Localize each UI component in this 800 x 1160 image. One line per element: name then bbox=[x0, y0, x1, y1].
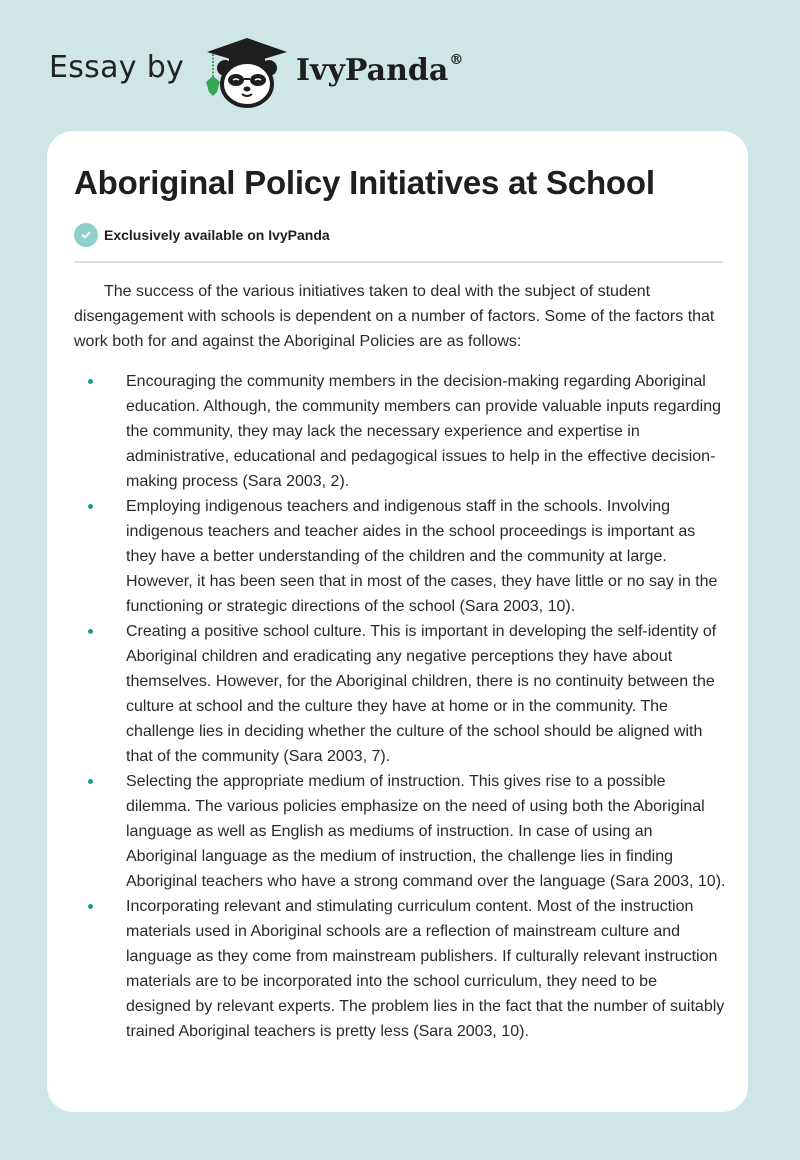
list-item bbox=[74, 894, 726, 1044]
list-item bbox=[74, 369, 726, 494]
list-item-text: Selecting the appropriate medium of instruction. This gives rise to a possible dilemma. The various policies emphasize on the need of using both the Aboriginal language as well as English as mediums of instruction. In case of using an Aboriginal language as the medium of instruction, the challenge lies in finding Aboriginal teachers who have a strong command over the language (Sara 2003, 10). bbox=[126, 773, 726, 890]
registered-mark: ® bbox=[449, 52, 464, 68]
ivypanda-logo[interactable] bbox=[203, 36, 291, 108]
bullet-icon bbox=[88, 629, 93, 634]
list-item bbox=[74, 769, 726, 894]
list-item bbox=[74, 494, 726, 619]
exclusive-badge bbox=[74, 223, 330, 247]
list-item-text: Creating a positive school culture. This is important in developing the self-identity of Aboriginal children and eradicating any negative perceptions they have about themselves. However, for the Aboriginal children, there is no continuity between the culture at school and the culture they have at home or in the community. The challenge lies in deciding whether the culture of the school should be aligned with that of the community (Sara 2003, 7). bbox=[126, 623, 717, 765]
checkmark-icon bbox=[74, 223, 98, 247]
essay-by-label: Essay by bbox=[49, 50, 185, 85]
bullet-icon bbox=[88, 504, 93, 509]
bullet-icon bbox=[88, 779, 93, 784]
intro-paragraph: The success of the various initiatives taken to deal with the subject of student disengagement with schools is dependent on a number of factors. Some of the factors that work both for and against the Aboriginal Policies are as follows: bbox=[74, 283, 715, 350]
brand-name[interactable]: IvyPanda® bbox=[296, 52, 464, 88]
factors-list bbox=[74, 369, 726, 1044]
list-item-text: Encouraging the community members in the decision-making regarding Aboriginal education. Although, the community members can provide valuable inputs regarding the community, they may lack the necessary experience and expertise in administrative, educational and pedagogical issues to help in the effective decision-making process (Sara 2003, 2). bbox=[126, 373, 722, 490]
divider bbox=[74, 261, 723, 263]
bullet-icon bbox=[88, 379, 93, 384]
essay-card bbox=[47, 131, 748, 1112]
bullet-icon bbox=[88, 904, 93, 909]
panda-graduation-cap-icon bbox=[203, 36, 291, 108]
list-item-text: Employing indigenous teachers and indigenous staff in the schools. Involving indigenous teachers and teacher aides in the school proceedings is important as they have a better understanding of the children and the community at large. However, it has been seen that in most of the cases, they have little or no say in the functioning or strategic directions of the school (Sara 2003, 10). bbox=[126, 498, 718, 615]
essay-title: Aboriginal Policy Initiatives at School bbox=[74, 164, 655, 201]
exclusive-label: Exclusively available on IvyPanda bbox=[104, 227, 330, 243]
list-item-text: Incorporating relevant and stimulating curriculum content. Most of the instruction materials used in Aboriginal schools are a reflection of mainstream culture and language as they come from mainstream publishers. If culturally relevant instruction materials are to be incorporated into the school curriculum, they need to be designed by relevant experts. The problem lies in the fact that the number of suitably trained Aboriginal teachers is pretty less (Sara 2003, 10). bbox=[126, 898, 725, 1040]
site-header bbox=[0, 0, 800, 130]
list-item bbox=[74, 619, 726, 769]
